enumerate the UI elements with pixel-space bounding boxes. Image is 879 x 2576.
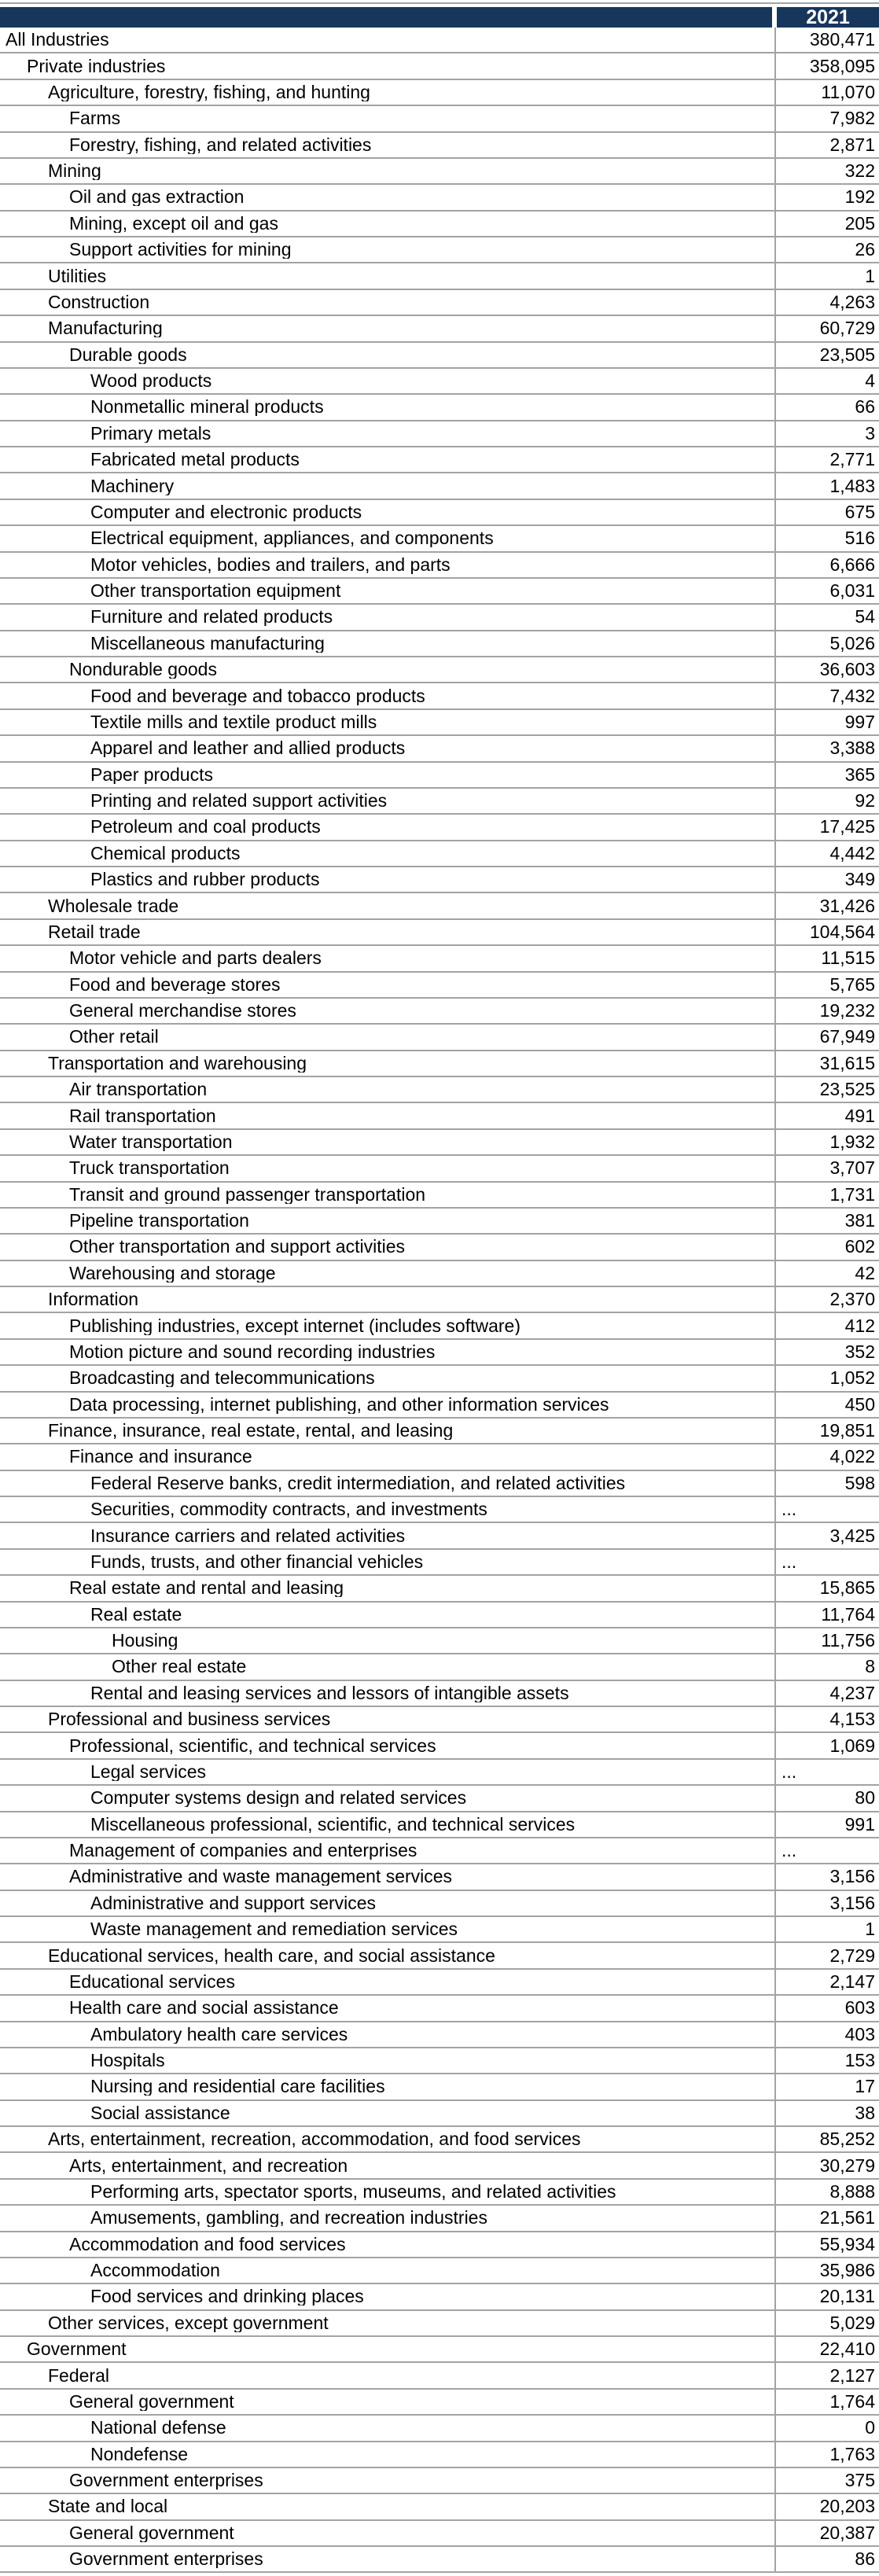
table-row [0, 1209, 879, 1235]
table-row [0, 579, 879, 605]
table-row [0, 1760, 879, 1786]
industry-label: Securities, commodity contracts, and investments [90, 1500, 487, 1519]
industry-label: Accommodation and food services [69, 2235, 346, 2254]
industry-label: Nonmetallic mineral products [90, 398, 324, 417]
table-row [0, 263, 879, 289]
value-cell: 23,525 [774, 1077, 879, 1102]
value-cell: 67,949 [774, 1025, 879, 1049]
industry-label: Other services, except government [48, 2313, 329, 2332]
value-cell: 80 [774, 1786, 879, 1810]
value-cell: 381 [774, 1209, 879, 1233]
industry-label: Real estate and rental and leasing [69, 1579, 344, 1598]
value-cell: 7,982 [774, 106, 879, 131]
table-row [0, 2494, 879, 2520]
value-cell: 11,515 [774, 946, 879, 970]
table-row [0, 80, 879, 106]
value-cell: 30,279 [774, 2153, 879, 2177]
industry-label: Computer systems design and related services [90, 1789, 467, 1808]
value-cell: 403 [774, 2022, 879, 2047]
value-cell: 322 [774, 159, 879, 183]
value-cell: 31,426 [774, 893, 879, 918]
table-row [0, 710, 879, 736]
industry-label: Housing [112, 1632, 178, 1650]
value-cell: 365 [774, 763, 879, 787]
value-cell: 3 [774, 421, 879, 446]
industry-label: Arts, entertainment, and recreation [69, 2156, 348, 2175]
industry-label: Professional and business services [48, 1710, 331, 1729]
industry-label: Health care and social assistance [69, 1999, 339, 2018]
table-row [0, 1340, 879, 1366]
table-row [0, 1603, 879, 1628]
industry-label: Accommodation [90, 2261, 220, 2280]
value-cell: 17,425 [774, 815, 879, 839]
value-cell: 60,729 [774, 316, 879, 340]
value-cell: 153 [774, 2048, 879, 2073]
industry-label: Air transportation [69, 1080, 208, 1099]
industry-label: Funds, trusts, and other financial vehicles [90, 1552, 424, 1571]
industry-label: Food services and drinking places [90, 2287, 364, 2306]
table-row [0, 316, 879, 342]
table-row [0, 1393, 879, 1419]
value-cell: 1,764 [774, 2390, 879, 2414]
table-row [0, 763, 879, 789]
industry-label: Ambulatory health care services [90, 2025, 348, 2044]
value-cell: 23,505 [774, 343, 879, 367]
value-cell: 92 [774, 789, 879, 813]
industry-label: Chemical products [90, 844, 241, 863]
table-row [0, 1654, 879, 1680]
value-cell: 36,603 [774, 657, 879, 682]
industry-label: Data processing, internet publishing, and other information services [69, 1395, 609, 1414]
industry-label: Waste management and remediation services [90, 1920, 458, 1939]
industry-label: Furniture and related products [90, 608, 333, 627]
table-row [0, 133, 879, 159]
table-row [0, 1497, 879, 1523]
table-row [0, 343, 879, 369]
table-body [0, 28, 879, 2573]
table-row [0, 1576, 879, 1602]
table-row [0, 185, 879, 211]
industry-label: Motor vehicles, bodies and trailers, and parts [90, 555, 451, 574]
table-row [0, 28, 879, 53]
table-row [0, 2232, 879, 2258]
value-cell: 4,022 [774, 1444, 879, 1469]
industry-label: Pipeline transportation [69, 1212, 249, 1231]
value-cell: 31,615 [774, 1051, 879, 1076]
industry-label: Mining [48, 162, 101, 181]
table-row [0, 841, 879, 867]
value-cell: 1,763 [774, 2442, 879, 2467]
value-cell: 991 [774, 1812, 879, 1837]
industry-label: Farms [69, 109, 121, 128]
value-cell: 2,127 [774, 2363, 879, 2387]
value-cell: 491 [774, 1103, 879, 1128]
value-cell: 85,252 [774, 2127, 879, 2151]
industry-label: Petroleum and coal products [90, 818, 321, 837]
industry-label: Computer and electronic products [90, 502, 362, 521]
value-cell: 3,156 [774, 1891, 879, 1915]
industry-label: Agriculture, forestry, fishing, and hunting [48, 83, 370, 101]
table-row [0, 1444, 879, 1470]
table-row [0, 2127, 879, 2153]
industry-label: Fabricated metal products [90, 451, 300, 469]
industry-label: Federal [48, 2366, 109, 2385]
industry-label: Warehousing and storage [69, 1264, 276, 1282]
industry-label: Motor vehicle and parts dealers [69, 949, 322, 968]
table-row [0, 473, 879, 499]
table-row [0, 53, 879, 79]
industry-label: Government enterprises [69, 2550, 263, 2569]
table-row [0, 290, 879, 316]
table-row [0, 631, 879, 657]
industry-label: Nondefense [90, 2445, 189, 2464]
table-row [0, 867, 879, 893]
value-cell: 38 [774, 2101, 879, 2125]
value-cell: 11,764 [774, 1603, 879, 1627]
table-row [0, 1943, 879, 1969]
value-cell: 19,232 [774, 999, 879, 1023]
industry-label: Mining, except oil and gas [69, 214, 278, 233]
value-cell: 55,934 [774, 2232, 879, 2257]
industry-label: Nondurable goods [69, 661, 217, 679]
table-row [0, 1366, 879, 1392]
value-cell: 2,771 [774, 447, 879, 472]
table-row [0, 395, 879, 421]
table-row [0, 1313, 879, 1339]
industry-label: Wholesale trade [48, 896, 179, 915]
value-cell: 11,070 [774, 80, 879, 105]
industry-label: Social assistance [90, 2103, 230, 2122]
table-row [0, 237, 879, 263]
industry-label: Performing arts, spectator sports, museums, and related activities [90, 2182, 616, 2201]
value-cell: 1,731 [774, 1183, 879, 1207]
value-cell: 20,387 [774, 2521, 879, 2545]
table-row [0, 1891, 879, 1917]
value-cell: 598 [774, 1471, 879, 1496]
industry-label: Government [27, 2340, 127, 2359]
value-cell: 2,729 [774, 1943, 879, 1967]
value-cell: 450 [774, 1393, 879, 1417]
industry-label: Construction [48, 293, 150, 311]
table-row [0, 2180, 879, 2206]
table-row [0, 1156, 879, 1182]
value-cell: 5,029 [774, 2311, 879, 2335]
table-row [0, 920, 879, 946]
value-cell: ... [774, 1838, 879, 1863]
value-cell: 26 [774, 237, 879, 262]
value-cell: 1 [774, 1917, 879, 1941]
table-row [0, 1838, 879, 1864]
table-row [0, 1996, 879, 2022]
table-row [0, 815, 879, 841]
industry-label: Administrative and support services [90, 1893, 377, 1912]
value-cell: 1,052 [774, 1366, 879, 1390]
industry-label: Finance and insurance [69, 1448, 252, 1466]
industry-label: Insurance carriers and related activities [90, 1526, 406, 1545]
industry-label: Food and beverage stores [69, 975, 281, 994]
industry-label: Educational services [69, 1972, 235, 1991]
value-cell: 205 [774, 212, 879, 236]
value-cell: 349 [774, 867, 879, 892]
value-cell: 104,564 [774, 920, 879, 944]
table-row [0, 2101, 879, 2127]
value-cell: 11,756 [774, 1628, 879, 1653]
value-cell: 603 [774, 1996, 879, 2020]
value-cell: 412 [774, 1313, 879, 1338]
value-cell: 54 [774, 605, 879, 629]
industry-label: Plastics and rubber products [90, 870, 320, 889]
value-cell: 8 [774, 1654, 879, 1679]
table-row [0, 2022, 879, 2048]
industry-label: Textile mills and textile product mills [90, 712, 377, 731]
value-cell: 375 [774, 2468, 879, 2493]
industry-column-header [0, 7, 772, 28]
industry-label: Printing and related support activities [90, 792, 388, 811]
table-row [0, 526, 879, 552]
value-cell: 516 [774, 526, 879, 550]
industry-label: Durable goods [69, 345, 187, 364]
value-cell: 5,026 [774, 631, 879, 656]
industry-label: Arts, entertainment, recreation, accommodation, and food services [48, 2130, 581, 2149]
value-cell: 6,666 [774, 553, 879, 577]
value-cell: 4,237 [774, 1681, 879, 1706]
industry-data-table [0, 2, 879, 2573]
value-cell: 602 [774, 1235, 879, 1259]
value-cell: 3,707 [774, 1156, 879, 1180]
industry-label: General merchandise stores [69, 1002, 296, 1021]
table-row [0, 2258, 879, 2284]
table-row [0, 447, 879, 473]
industry-label: Electrical equipment, appliances, and components [90, 529, 494, 548]
industry-label: Real estate [90, 1605, 182, 1624]
table-row [0, 106, 879, 132]
table-row [0, 2390, 879, 2416]
industry-label: Rental and leasing services and lessors of intangible assets [90, 1684, 569, 1702]
industry-label: Food and beverage and tobacco products [90, 686, 425, 705]
industry-label: Other transportation equipment [90, 582, 341, 601]
value-cell: 35,986 [774, 2258, 879, 2283]
table-row [0, 2442, 879, 2468]
table-row [0, 1733, 879, 1759]
table-row [0, 2048, 879, 2074]
industry-label: Truck transportation [69, 1159, 230, 1178]
table-row [0, 159, 879, 185]
value-cell: 358,095 [774, 53, 879, 78]
industry-label: Utilities [48, 267, 107, 285]
table-row [0, 683, 879, 709]
table-row [0, 1970, 879, 1996]
industry-label: Private industries [27, 57, 166, 75]
table-row [0, 2337, 879, 2363]
table-row [0, 789, 879, 815]
table-row [0, 421, 879, 447]
value-cell: 15,865 [774, 1576, 879, 1600]
table-row [0, 369, 879, 395]
industry-label: All Industries [6, 31, 109, 50]
value-cell: 5,765 [774, 973, 879, 997]
table-row [0, 605, 879, 631]
value-cell: 2,147 [774, 1970, 879, 1994]
industry-label: Other real estate [112, 1658, 247, 1676]
value-cell: 1 [774, 263, 879, 288]
value-cell: 675 [774, 500, 879, 524]
value-cell: 1,483 [774, 473, 879, 498]
table-row [0, 999, 879, 1025]
industry-label: Information [48, 1290, 139, 1309]
table-row [0, 2363, 879, 2389]
table-row [0, 2311, 879, 2337]
industry-label: Rail transportation [69, 1106, 216, 1125]
industry-label: Other retail [69, 1028, 159, 1047]
table-row [0, 1419, 879, 1444]
industry-label: Forestry, fishing, and related activities [69, 135, 372, 154]
industry-label: National defense [90, 2419, 226, 2438]
value-cell: 7,432 [774, 683, 879, 708]
industry-label: Federal Reserve banks, credit intermediation, and related activities [90, 1474, 626, 1492]
industry-label: Educational services, health care, and social assistance [48, 1946, 495, 1965]
value-cell: 192 [774, 185, 879, 209]
industry-label: Paper products [90, 765, 213, 784]
industry-label: Apparel and leather and allied products [90, 739, 406, 758]
value-cell: 3,388 [774, 736, 879, 760]
industry-label: Wood products [90, 372, 212, 391]
table-row [0, 1235, 879, 1260]
table-row [0, 500, 879, 526]
industry-label: Broadcasting and telecommunications [69, 1369, 375, 1388]
industry-label: Transportation and warehousing [48, 1054, 307, 1073]
industry-label: Hospitals [90, 2052, 165, 2070]
table-row [0, 2521, 879, 2547]
table-row [0, 1864, 879, 1890]
table-row [0, 1812, 879, 1838]
industry-label: General government [69, 2523, 234, 2542]
table-row [0, 553, 879, 579]
industry-label: Miscellaneous manufacturing [90, 634, 325, 653]
industry-label: Water transportation [69, 1132, 233, 1151]
value-cell: 21,561 [774, 2206, 879, 2230]
table-row [0, 1051, 879, 1077]
table-row [0, 946, 879, 972]
value-cell: 4,442 [774, 841, 879, 866]
table-row [0, 1786, 879, 1812]
table-header-row [0, 7, 879, 28]
table-row [0, 2206, 879, 2232]
industry-label: Retail trade [48, 922, 141, 941]
industry-label: General government [69, 2392, 234, 2411]
industry-label: Nursing and residential care facilities [90, 2077, 385, 2096]
table-row [0, 1130, 879, 1156]
table-row [0, 1681, 879, 1707]
table-row [0, 1550, 879, 1576]
value-cell: 2,871 [774, 133, 879, 157]
table-row [0, 736, 879, 762]
value-cell: 380,471 [774, 28, 879, 52]
table-row [0, 2547, 879, 2573]
industry-label: Primary metals [90, 424, 211, 443]
industry-label: Administrative and waste management services [69, 1868, 453, 1886]
industry-label: Legal services [90, 1762, 207, 1781]
table-row [0, 1261, 879, 1287]
value-cell: 352 [774, 1340, 879, 1364]
value-cell: 1,069 [774, 1733, 879, 1757]
value-cell: 4,263 [774, 290, 879, 315]
value-cell: 19,851 [774, 1419, 879, 1443]
industry-label: Motion picture and sound recording industries [69, 1342, 436, 1361]
table-row [0, 1103, 879, 1129]
table-row [0, 1628, 879, 1654]
table-row [0, 1917, 879, 1943]
table-row [0, 1707, 879, 1733]
value-cell: 20,131 [774, 2284, 879, 2309]
industry-label: Publishing industries, except internet (includes software) [69, 1316, 521, 1335]
industry-label: Finance, insurance, real estate, rental, and leasing [48, 1422, 454, 1441]
value-cell: 66 [774, 395, 879, 419]
value-cell: 3,156 [774, 1864, 879, 1889]
industry-label: Other transportation and support activities [69, 1238, 406, 1257]
table-row [0, 2468, 879, 2494]
table-row [0, 2153, 879, 2179]
table-row [0, 1523, 879, 1549]
industry-label: Support activities for mining [69, 241, 292, 259]
industry-label: Miscellaneous professional, scientific, and technical services [90, 1815, 576, 1834]
table-row [0, 2416, 879, 2442]
value-cell: 3,425 [774, 1523, 879, 1547]
value-cell: 4 [774, 369, 879, 393]
industry-label: Transit and ground passenger transportation [69, 1185, 426, 1204]
industry-label: Government enterprises [69, 2471, 263, 2490]
year-column-header: 2021 [777, 7, 879, 28]
industry-label: Amusements, gambling, and recreation industries [90, 2209, 487, 2228]
value-cell: 17 [774, 2074, 879, 2099]
value-cell: ... [774, 1550, 879, 1574]
value-cell: 2,370 [774, 1287, 879, 1312]
value-cell: 0 [774, 2416, 879, 2440]
value-cell: ... [774, 1760, 879, 1784]
industry-label: Oil and gas extraction [69, 188, 245, 207]
industry-label: Machinery [90, 477, 175, 495]
value-cell: 22,410 [774, 2337, 879, 2361]
table-row [0, 1471, 879, 1497]
table-row [0, 973, 879, 999]
table-row [0, 1025, 879, 1051]
table-row [0, 893, 879, 919]
industry-label: State and local [48, 2497, 168, 2516]
table-row [0, 1287, 879, 1313]
industry-label: Management of companies and enterprises [69, 1842, 417, 1860]
value-cell: 42 [774, 1261, 879, 1286]
value-cell: ... [774, 1497, 879, 1522]
value-cell: 6,031 [774, 579, 879, 603]
value-cell: 8,888 [774, 2180, 879, 2204]
industry-label: Manufacturing [48, 319, 163, 338]
value-cell: 997 [774, 710, 879, 734]
table-row [0, 657, 879, 683]
table-row [0, 1183, 879, 1209]
table-row [0, 212, 879, 237]
value-cell: 86 [774, 2547, 879, 2571]
table-row [0, 2074, 879, 2100]
industry-label: Professional, scientific, and technical services [69, 1736, 436, 1755]
value-cell: 20,203 [774, 2494, 879, 2519]
table-row [0, 2284, 879, 2310]
value-cell: 4,153 [774, 1707, 879, 1731]
table-row [0, 1077, 879, 1103]
value-cell: 1,932 [774, 1130, 879, 1154]
